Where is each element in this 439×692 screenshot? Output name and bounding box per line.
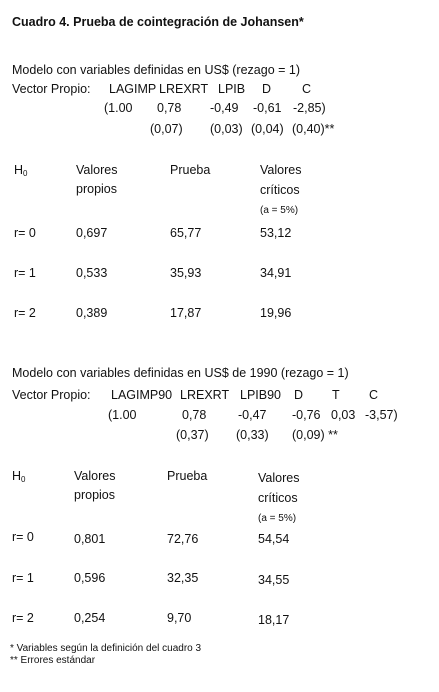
section1-alpha-header: (a = 5%) bbox=[260, 205, 299, 216]
section2-coef: -3,57) bbox=[365, 408, 398, 422]
section2-coef: 0,78 bbox=[182, 408, 207, 422]
table-row-rank: r= 2 bbox=[12, 611, 34, 625]
table-row-rank: r= 1 bbox=[14, 266, 36, 280]
section1-prueba-header: Prueba bbox=[170, 163, 211, 177]
section2-coef: 0,03 bbox=[331, 408, 356, 422]
table-cell-propio: 0,697 bbox=[76, 226, 108, 240]
table-cell-prueba: 72,76 bbox=[167, 532, 199, 546]
section2-var: LPIB90 bbox=[240, 388, 282, 402]
table-cell-critico: 34,91 bbox=[260, 266, 292, 280]
section1-h0-header: $H_0$ bbox=[14, 163, 28, 178]
section2-h0-header: $H_0$ bbox=[12, 469, 26, 484]
section1-valores-header: Valores bbox=[76, 163, 118, 177]
section1-coef: -0,49 bbox=[210, 101, 239, 115]
table-cell-propio: 0,389 bbox=[76, 306, 108, 320]
table-cell-critico: 34,55 bbox=[258, 573, 290, 587]
section1-vector-label: Vector Propio: bbox=[12, 82, 91, 96]
section1-stderr: (0,40)** bbox=[292, 122, 335, 136]
table-cell-critico: 19,96 bbox=[260, 306, 292, 320]
section1-var: C bbox=[302, 82, 312, 96]
table-row-rank: r= 0 bbox=[12, 530, 34, 544]
section2-propios-header: propios bbox=[74, 488, 115, 502]
section1-criticos-header: críticos bbox=[260, 183, 300, 197]
section1-coef: -2,85) bbox=[293, 101, 326, 115]
section1-var: LPIB bbox=[218, 82, 246, 96]
footnote-errores: ** Errores estándar bbox=[10, 655, 96, 666]
section2-alpha-header: (a = 5%) bbox=[258, 513, 297, 524]
section1-coef: 0,78 bbox=[157, 101, 182, 115]
section2-var: D bbox=[294, 388, 304, 402]
table-cell-prueba: 17,87 bbox=[170, 306, 202, 320]
section1-var: D bbox=[262, 82, 272, 96]
section2-stderr: (0,33) bbox=[236, 428, 269, 442]
section1-coef: -0,61 bbox=[253, 101, 282, 115]
section2-coef: (1.00 bbox=[108, 408, 137, 422]
table-row-rank: r= 2 bbox=[14, 306, 36, 320]
section2-var: C bbox=[369, 388, 379, 402]
section2-coef: -0,76 bbox=[292, 408, 321, 422]
section2-prueba-header: Prueba bbox=[167, 469, 208, 483]
table-cell-propio: 0,801 bbox=[74, 532, 106, 546]
section1-stderr: (0,03) bbox=[210, 122, 243, 136]
table-cell-propio: 0,596 bbox=[74, 571, 106, 585]
section1-coef: (1.00 bbox=[104, 101, 133, 115]
table-cell-propio: 0,533 bbox=[76, 266, 108, 280]
section2-stderr: (0,09) ** bbox=[292, 428, 338, 442]
table-row-rank: r= 1 bbox=[12, 571, 34, 585]
table-cell-prueba: 35,93 bbox=[170, 266, 202, 280]
section1-var: LREXRT bbox=[159, 82, 209, 96]
section2-var: T bbox=[332, 388, 340, 402]
section2-valores-header: Valores bbox=[74, 469, 116, 483]
table-cell-prueba: 9,70 bbox=[167, 611, 192, 625]
section2-stderr: (0,37) bbox=[176, 428, 209, 442]
table-cell-prueba: 65,77 bbox=[170, 226, 202, 240]
section2-criticos-header: críticos bbox=[258, 491, 298, 505]
section1-stderr: (0,04) bbox=[251, 122, 284, 136]
section1-var: LAGIMP bbox=[109, 82, 157, 96]
table-cell-prueba: 32,35 bbox=[167, 571, 199, 585]
section1-heading: Modelo con variables definidas en US$ (rezago = 1) bbox=[12, 63, 301, 77]
section1-propios-header: propios bbox=[76, 182, 117, 196]
section2-coef: -0,47 bbox=[238, 408, 267, 422]
section2-var: LREXRT bbox=[180, 388, 230, 402]
section1-valores-criticos-header: Valores bbox=[260, 163, 302, 177]
table-cell-critico: 54,54 bbox=[258, 532, 290, 546]
table-cell-critico: 53,12 bbox=[260, 226, 292, 240]
section2-vector-label: Vector Propio: bbox=[12, 388, 91, 402]
footnote-variables: * Variables según la definición del cuadro 3 bbox=[10, 643, 202, 654]
table-cell-propio: 0,254 bbox=[74, 611, 106, 625]
page-title: Cuadro 4. Prueba de cointegración de Johansen* bbox=[12, 15, 304, 29]
section1-stderr: (0,07) bbox=[150, 122, 183, 136]
table-row-rank: r= 0 bbox=[14, 226, 36, 240]
section2-var: LAGIMP90 bbox=[111, 388, 173, 402]
table-cell-critico: 18,17 bbox=[258, 613, 290, 627]
section2-heading: Modelo con variables definidas en US$ de 1990 (rezago = 1) bbox=[12, 366, 349, 380]
section2-valores-criticos-header: Valores bbox=[258, 471, 300, 485]
